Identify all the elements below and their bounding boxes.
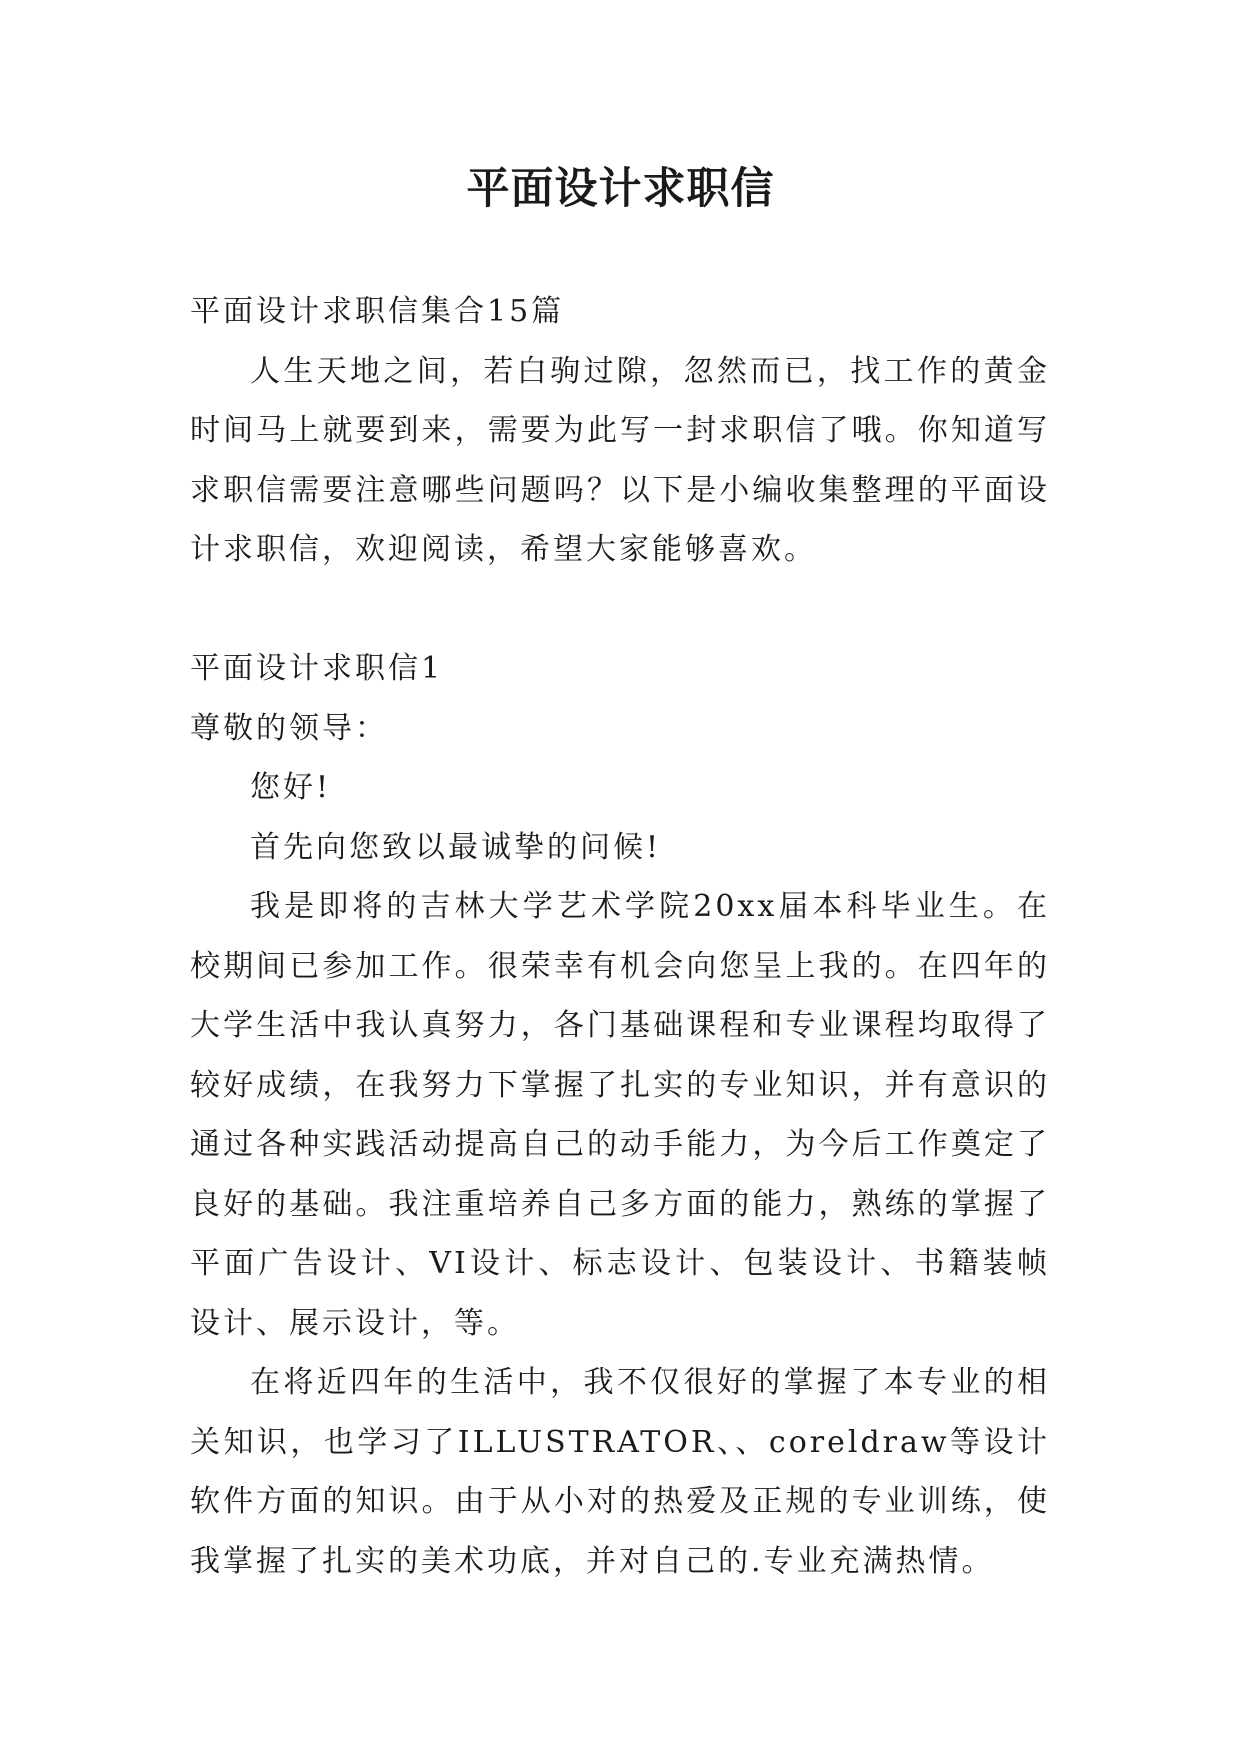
document-body	[190, 282, 1050, 1591]
paragraph-spacer	[190, 580, 1050, 640]
letter-regards: 首先向您致以最诚挚的问候!	[250, 829, 662, 865]
letter-greeting: 您好!	[250, 770, 332, 805]
letter-paragraph-2: 在将近四年的生活中，我不仅很好的掌握了本专业的相关知识，也学习了ILLUSTRATOR、、coreldraw等设计软件方面的知识。由于从小对的热爱及正规的专业训练，使我掌握了扎实的美术功底，并对自己的.专业充满热情。	[190, 1365, 1050, 1579]
letter-paragraph-1: 我是即将的吉林大学艺术学院20xx届本科毕业生。在校期间已参加工作。很荣幸有机会向您呈上我的。在四年的大学生活中我认真努力，各门基础课程和专业课程均取得了较好成绩，在我努力下掌握了扎实的专业知识，并有意识的通过各种实践活动提高自己的动手能力，为今后工作奠定了良好的基础。我注重培养自己多方面的能力，熟练的掌握了平面广告设计、VI设计、标志设计、包装设计、书籍装帧设计、展示设计，等。	[190, 889, 1050, 1341]
letter-salutation: 尊敬的领导：	[190, 710, 388, 746]
collection-subtitle: 平面设计求职信集合15篇	[190, 294, 565, 329]
section-heading: 平面设计求职信1	[190, 651, 444, 686]
document-title: 平面设计求职信	[466, 164, 775, 214]
intro-paragraph: 人生天地之间，若白驹过隙，忽然而已，找工作的黄金时间马上就要到来，需要为此写一封求职信了哦。你知道写求职信需要注意哪些问题吗？以下是小编收集整理的平面设计求职信，欢迎阅读，希望大家能够喜欢。	[190, 353, 1050, 567]
